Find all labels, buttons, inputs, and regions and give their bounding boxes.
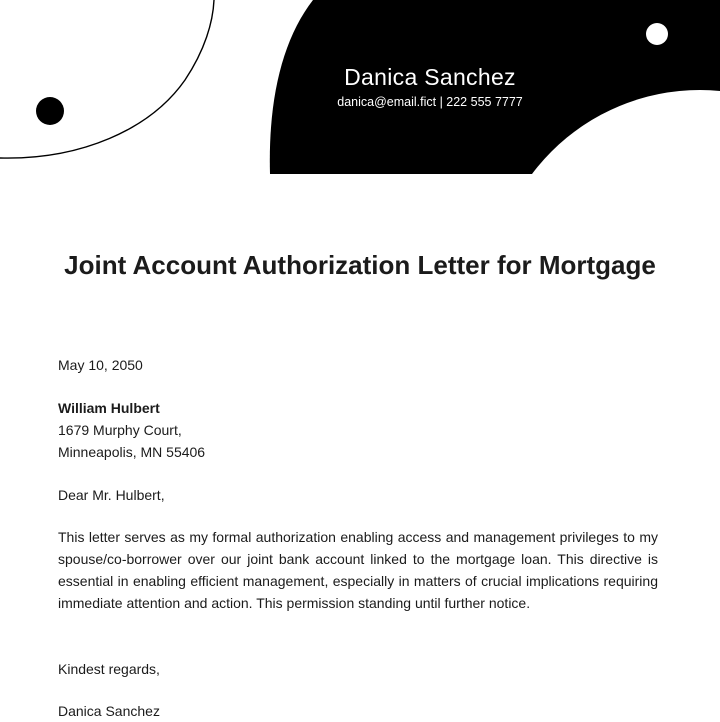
decorative-arc xyxy=(0,0,214,158)
recipient-name: William Hulbert xyxy=(58,400,160,416)
letter-body: This letter serves as my formal authorization enabling access and management privileges to my spouse/co-borrower over our joint bank account linked to the mortgage loan. This directive is essential in enabling efficient management, especially in matters of crucial implications requiring immediate attention and action. This permission standing until further notice. xyxy=(58,529,658,611)
salutation: Dear Mr. Hulbert, xyxy=(58,487,165,503)
recipient-block xyxy=(58,397,658,463)
letterhead xyxy=(0,0,720,174)
recipient-address-line2: Minneapolis, MN 55406 xyxy=(58,444,206,460)
recipient-address-line1: 1679 Murphy Court, xyxy=(58,422,182,438)
sender-contact: danica@email.fict | 222 555 7777 xyxy=(337,95,523,109)
decorative-dot-right xyxy=(646,23,668,45)
decorative-dot-left xyxy=(36,97,64,125)
sender-name: Danica Sanchez xyxy=(344,64,516,90)
letter-title: Joint Account Authorization Letter for Mortgage xyxy=(64,250,656,280)
letter-date: May 10, 2050 xyxy=(58,357,143,373)
closing: Kindest regards, xyxy=(58,661,160,677)
signature-name: Danica Sanchez xyxy=(58,703,160,719)
